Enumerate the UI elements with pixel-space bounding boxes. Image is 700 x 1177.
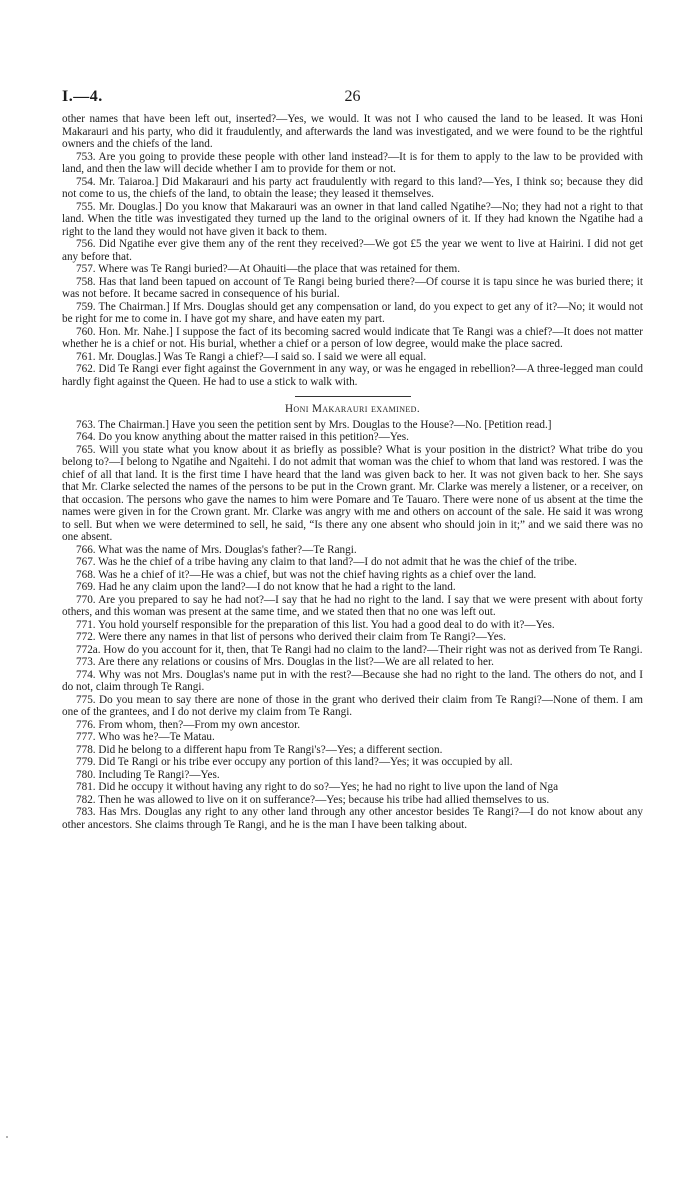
page-header — [62, 88, 643, 110]
evidence-paragraph: 772. Were there any names in that list of persons who derived their claim from Te Rangi?—Yes. — [76, 631, 506, 643]
evidence-paragraph: 775. Do you mean to say there are none of those in the grant who derived their claim from Te Rangi?—None of them. I am one of the grantees, and I do not derive my claim from Te Rangi. — [62, 693, 643, 718]
evidence-paragraph: 780. Including Te Rangi?—Yes. — [76, 768, 220, 781]
evidence-paragraph: 777. Who was he?—Te Matau. — [76, 731, 215, 743]
section-heading: Honi Makarauri examined. — [284, 403, 421, 415]
evidence-paragraph: 761. Mr. Douglas.] Was Te Rangi a chief?—I said so. I said we were all equal. — [76, 350, 427, 363]
evidence-paragraph: 759. The Chairman.] If Mrs. Douglas should get any compensation or land, do you expect to get any of it?—No; it would not be right for me to come in. I have got my share, and have eaten my part. — [62, 300, 643, 325]
evidence-paragraph: 763. The Chairman.] Have you seen the petition sent by Mrs. Douglas to the House?—No. [Petition read.] — [76, 418, 552, 431]
evidence-paragraph: 782. Then he was allowed to live on it on sufferance?—Yes; because his tribe had allied themselves to us. — [76, 793, 550, 806]
evidence-paragraph: 756. Did Ngatihe ever give them any of the rent they received?—We got £5 the year we went to live at Hairini. I did not get any before that. — [62, 238, 643, 263]
evidence-paragraph: 781. Did he occupy it without having any right to do so?—Yes; he had no right to live upon the land of Nga — [76, 781, 559, 793]
evidence-paragraph: 772a. How do you account for it, then, that Te Rangi had no claim to the land?—Their right was not as derived from Te Rangi. — [76, 643, 643, 656]
parliamentary-paper-ref: I.—4. — [62, 88, 103, 105]
evidence-paragraph: 762. Did Te Rangi ever fight against the Government in any way, or was he engaged in rebellion?—A three-legged man could hardly fight against the Queen. He had to use a stick to walk with. — [62, 363, 643, 388]
evidence-paragraph: 755. Mr. Douglas.] Do you know that Makarauri was an owner in that land called Ngatihe?—No; they had not a right to that land. When the title was investigated they turned up the land to the original owners of it. If they had known the Ngatihe had a right to the land they would not have given it back to them. — [62, 200, 643, 238]
evidence-paragraph: 774. Why was not Mrs. Douglas's name put in with the rest?—Because she had no right to the land. The others do not, and I do not, claim through Te Rangi. — [62, 668, 643, 693]
evidence-paragraph: 758. Has that land been tapued on account of Te Rangi being buried there?—Of course it is tapu since he was buried there; it was not before. It became sacred in consequence of his burial. — [62, 275, 643, 300]
evidence-paragraph: 757. Where was Te Rangi buried?—At Ohauiti—the place that was retained for them. — [76, 263, 461, 275]
evidence-paragraph: 753. Are you going to provide these people with other land instead?—It is for them to apply to the law to be provided with land, and then the law will decide whether I am to provide for them or not. — [62, 150, 643, 175]
evidence-paragraph: 760. Hon. Mr. Nahe.] I suppose the fact of its becoming sacred would indicate that Te Rangi was a chief?—It does not matter whether he is a chief or not. His burial, whether a chief or a person of low degree, would make the place sacred. — [62, 325, 643, 350]
evidence-block-honi-makarauri — [62, 419, 643, 832]
evidence-paragraph: 778. Did he belong to a different hapu from Te Rangi's?—Yes; a different section. — [76, 743, 443, 756]
evidence-paragraph: 770. Are you prepared to say he had not?—I say that he had no right to the land. I say that we were present with about forty others, and this woman was present at the same time, and we stated then that no one was left out. — [62, 593, 643, 618]
evidence-paragraph: 766. What was the name of Mrs. Douglas's father?—Te Rangi. — [76, 543, 357, 556]
evidence-paragraph: 773. Are there any relations or cousins of Mrs. Douglas in the list?—We are all related to her. — [76, 656, 494, 668]
evidence-text — [62, 113, 643, 831]
evidence-paragraph: 754. Mr. Taiaroa.] Did Makarauri and his party act fraudulently with regard to this land?—Yes, I think so; because they did not come to us, the chiefs of the land, to obtain the lease; they leased it themselves. — [62, 175, 643, 200]
evidence-paragraph: 765. Will you state what you know about it as briefly as possible? What is your position in the district? What tribe do you belong to?—I belong to Ngatihe and Ngaitehi. I do not admit that woman was the chief to whom that land was restored. I was the chief of all that land. It is the first time I have heard that the land was given back to her. It was not given back to her. She says that Mr. Clarke selected the names of the persons to be put in the Crown grant. Mr. Clarke was merely a listener, or a receiver, on that occasion. The persons who gave the names to him were Pomare and Te Tauaro. There were none of us absent at the time the names were given in for the Crown grant. Mr. Clarke was angry with me and others on account of the sale. He said it was wrong to sell. But when we were determined to sell, he said, “Is there any one absent who should join in it;” and we said there was no one absent. — [62, 443, 643, 543]
evidence-paragraph: 769. Had he any claim upon the land?—I do not know that he had a right to the land. — [76, 581, 456, 593]
evidence-block-first-witness — [62, 113, 643, 388]
evidence-paragraph: 779. Did Te Rangi or his tribe ever occupy any portion of this land?—Yes; it was occupied by all. — [76, 756, 513, 768]
page-number: 26 — [344, 88, 361, 105]
evidence-paragraph: 771. You hold yourself responsible for the preparation of this list. You had a good deal to do with it?—Yes. — [76, 618, 555, 631]
evidence-paragraph: 776. From whom, then?—From my own ancestor. — [76, 718, 301, 731]
evidence-paragraph: other names that have been left out, inserted?—Yes, we would. It was not I who caused the land to be leased. It was Honi Makarauri and his party, who did it fraudulently, and afterwards the land was investigated, and we were found to be the rightful owners and the chiefs of the land. — [62, 113, 643, 150]
section-divider — [295, 396, 411, 397]
evidence-paragraph: 767. Was he the chief of a tribe having any claim to that land?—I do not admit that he was the chief of the tribe. — [76, 556, 577, 568]
evidence-paragraph: 764. Do you know anything about the matter raised in this petition?—Yes. — [76, 431, 409, 443]
evidence-paragraph: 783. Has Mrs. Douglas any right to any other land through any other ancestor besides Te Rangi?—I do not know about any other ancestors. She claims through Te Rangi, and he is the man I have been talking about. — [62, 806, 643, 831]
margin-mark — [6, 1136, 8, 1138]
evidence-paragraph: 768. Was he a chief of it?—He was a chief, but was not the chief having rights as a chief over the land. — [76, 568, 537, 581]
